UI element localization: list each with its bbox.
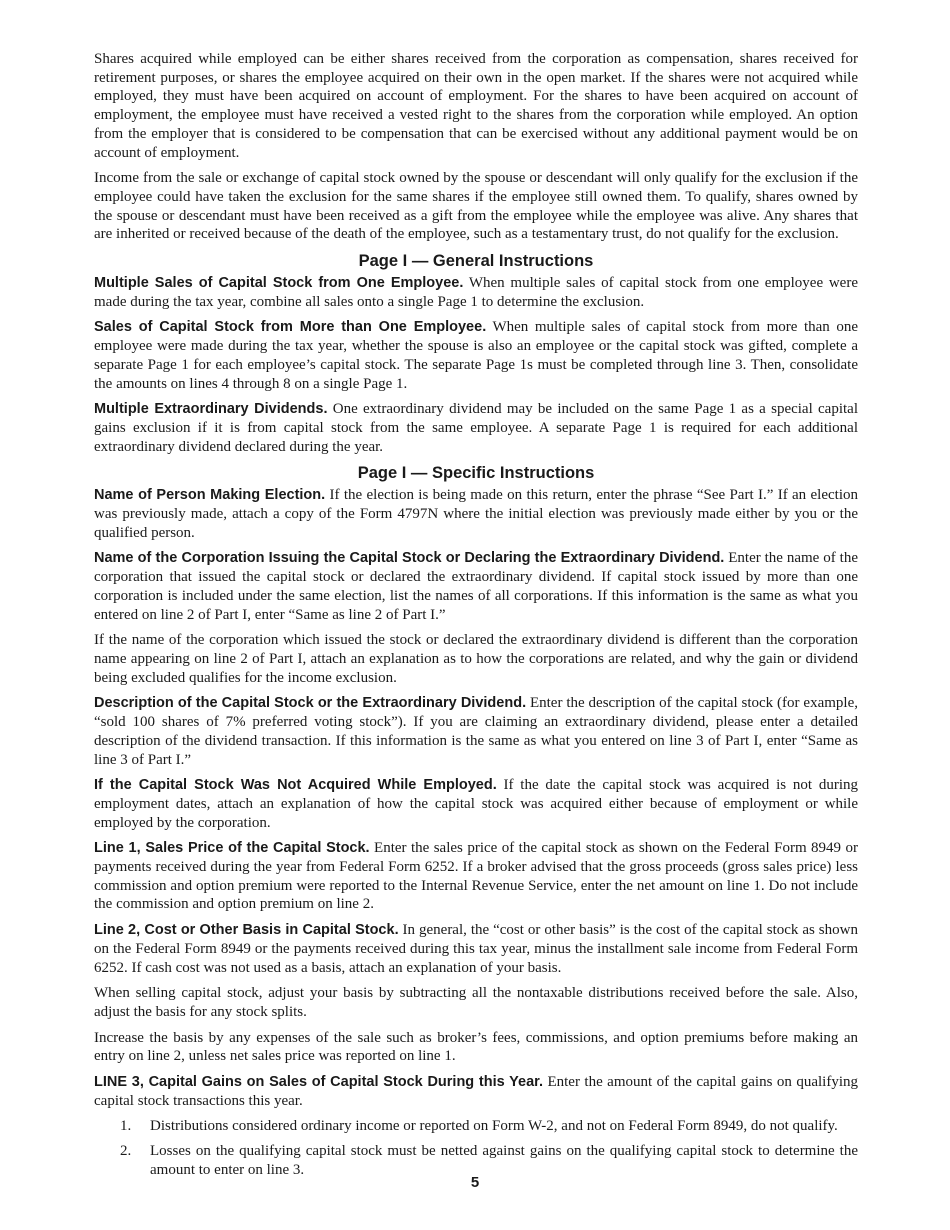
name-person-paragraph bbox=[94, 486, 858, 542]
line1-text: Enter the sales price of the capital stock as shown on the Federal Form 8949 or payments received during the year from Federal Form 6252. If a broker advised that the gross proceeds (gross sales price) less commission and option premium were reported to the Internal Revenue Service, enter the net amount on line 1. Do not include the commission and option premium on line 2. bbox=[94, 840, 858, 913]
line3-list bbox=[94, 1117, 858, 1179]
line2-note-2: Increase the basis by any expenses of the sale such as broker’s fees, commissions, and option premiums before making an entry on line 2, unless net sales price was reported on line 1. bbox=[94, 1029, 858, 1065]
name-person-text: If the election is being made on this return, enter the phrase “See Part I.” If an election was previously made, attach a copy of the Form 4797N where the initial election was previously made either by you or the qualified person. bbox=[94, 487, 858, 541]
description-text: Enter the description of the capital stock (for example, “sold 100 shares of 7% preferred voting stock”). If you are claiming an extraordinary dividend, please enter a detailed description of the dividend transaction. If this information is the same as what you entered on line 3 of Part I, enter “Same as line 3 of Part I.” bbox=[94, 695, 858, 768]
description-paragraph bbox=[94, 694, 858, 769]
name-corporation-text: Enter the name of the corporation that issued the capital stock or declared the extraordinary dividend. If capital stock issued by more than one corporation is included under the same election, list the names of all corporations. If this information is the same as what you entered on line 2 of Part I, enter “Same as line 2 of Part I.” bbox=[94, 550, 858, 623]
extraordinary-dividends-text: One extraordinary dividend may be included on the same Page 1 as a special capital gains exclusion if it is from capital stock from the same employee. A separate Page 1 is required for each additional extraordinary dividend declared during the year. bbox=[94, 401, 858, 455]
intro-paragraph-1: Shares acquired while employed can be either shares received from the corporation as compensation, shares received for retirement purposes, or shares the employee acquired on their own in the open market. If the shares were not acquired while employed, they must have been acquired on account of employment. For the shares to have been acquired on account of employment, the employee must have received a vested right to the shares from the corporation while employed. An option from the employer that is considered to be compensation that can be exercised without any additional payment would be on account of employment. bbox=[94, 51, 858, 161]
name-corporation-paragraph bbox=[94, 549, 858, 624]
line3-paragraph bbox=[94, 1073, 858, 1110]
not-acquired-paragraph bbox=[94, 776, 858, 832]
multiple-sales-text: When multiple sales of capital stock from one employee were made during the tax year, combine all sales onto a single Page 1 to determine the exclusion. bbox=[94, 275, 858, 310]
line1-paragraph bbox=[94, 839, 858, 914]
extraordinary-dividends-lead: Multiple Extraordinary Dividends. bbox=[94, 401, 328, 418]
line2-note-1: When selling capital stock, adjust your basis by subtracting all the nontaxable distributions received before the sale. Also, adjust the basis for any stock splits. bbox=[94, 985, 858, 1020]
line2-text: In general, the “cost or other basis” is the cost of the capital stock as shown on the Federal Form 8949 or the payments received during this tax year, minus the installment sale income from Federal Form 6252. If cash cost was not used as a basis, attach an explanation of your basis. bbox=[94, 922, 858, 976]
more-than-one-employee-paragraph bbox=[94, 318, 858, 393]
extraordinary-dividends-paragraph bbox=[94, 400, 858, 456]
list-item bbox=[94, 1117, 858, 1136]
line3-lead: LINE 3, Capital Gains on Sales of Capital Stock During this Year. bbox=[94, 1074, 544, 1091]
intro-paragraph-2: Income from the sale or exchange of capital stock owned by the spouse or descendant will only qualify for the exclusion if the employee could have taken the exclusion for the same shares if the employee still owned them. To qualify, shares owned by the spouse or descendant must have been received as a gift from the employee while the employee was alive. Any shares that are inherited or received because of the death of the employee, such as a testamentary trust, do not qualify for the exclusion. bbox=[94, 170, 858, 243]
line1-lead: Line 1, Sales Price of the Capital Stock. bbox=[94, 840, 370, 857]
specific-instructions-heading: Page I — Specific Instructions bbox=[357, 464, 595, 483]
name-corporation-lead: Name of the Corporation Issuing the Capital Stock or Declaring the Extraordinary Dividend. bbox=[94, 550, 725, 567]
page-number: 5 bbox=[470, 1174, 480, 1191]
list-item-number: 2. bbox=[120, 1143, 132, 1160]
line2-paragraph bbox=[94, 921, 858, 977]
description-lead: Description of the Capital Stock or the Extraordinary Dividend. bbox=[94, 695, 527, 712]
multiple-sales-paragraph bbox=[94, 274, 858, 311]
more-than-one-employee-text: When multiple sales of capital stock from more than one employee were made during the tax year, whether the spouse is also an employee or the capital stock was gifted, complete a separate Page 1 for each employee’s capital stock. The separate Page 1s must be completed through line 3. Then, consolidate the amounts on lines 4 through 8 on a single Page 1. bbox=[94, 319, 858, 392]
name-corporation-note: If the name of the corporation which issued the stock or declared the extraordinary dividend is different than the corporation name appearing on line 2 of Part I, attach an explanation as to how the corporations are related, and why the gain or dividend being excluded qualifies for the income exclusion. bbox=[94, 632, 858, 686]
line2-lead: Line 2, Cost or Other Basis in Capital Stock. bbox=[94, 922, 399, 939]
not-acquired-lead: If the Capital Stock Was Not Acquired While Employed. bbox=[94, 777, 497, 794]
multiple-sales-lead: Multiple Sales of Capital Stock from One Employee. bbox=[94, 275, 464, 292]
not-acquired-text: If the date the capital stock was acquired is not during employment dates, attach an explanation of how the capital stock was acquired either because of employment or while employed by the corporation. bbox=[94, 777, 859, 831]
name-person-lead: Name of Person Making Election. bbox=[94, 487, 326, 504]
line3-text: Enter the amount of the capital gains on qualifying capital stock transactions this year. bbox=[94, 1074, 858, 1109]
general-instructions-heading: Page I — General Instructions bbox=[358, 252, 594, 271]
list-item-text: Distributions considered ordinary income or reported on Form W-2, and not on Federal Form 8949, do not qualify. bbox=[150, 1118, 838, 1135]
list-item-text: Losses on the qualifying capital stock must be netted against gains on the qualifying capital stock to determine the amount to enter on line 3. bbox=[150, 1143, 858, 1178]
instructions-page bbox=[94, 50, 858, 1186]
list-item-number: 1. bbox=[120, 1118, 132, 1135]
more-than-one-employee-lead: Sales of Capital Stock from More than One Employee. bbox=[94, 319, 487, 336]
